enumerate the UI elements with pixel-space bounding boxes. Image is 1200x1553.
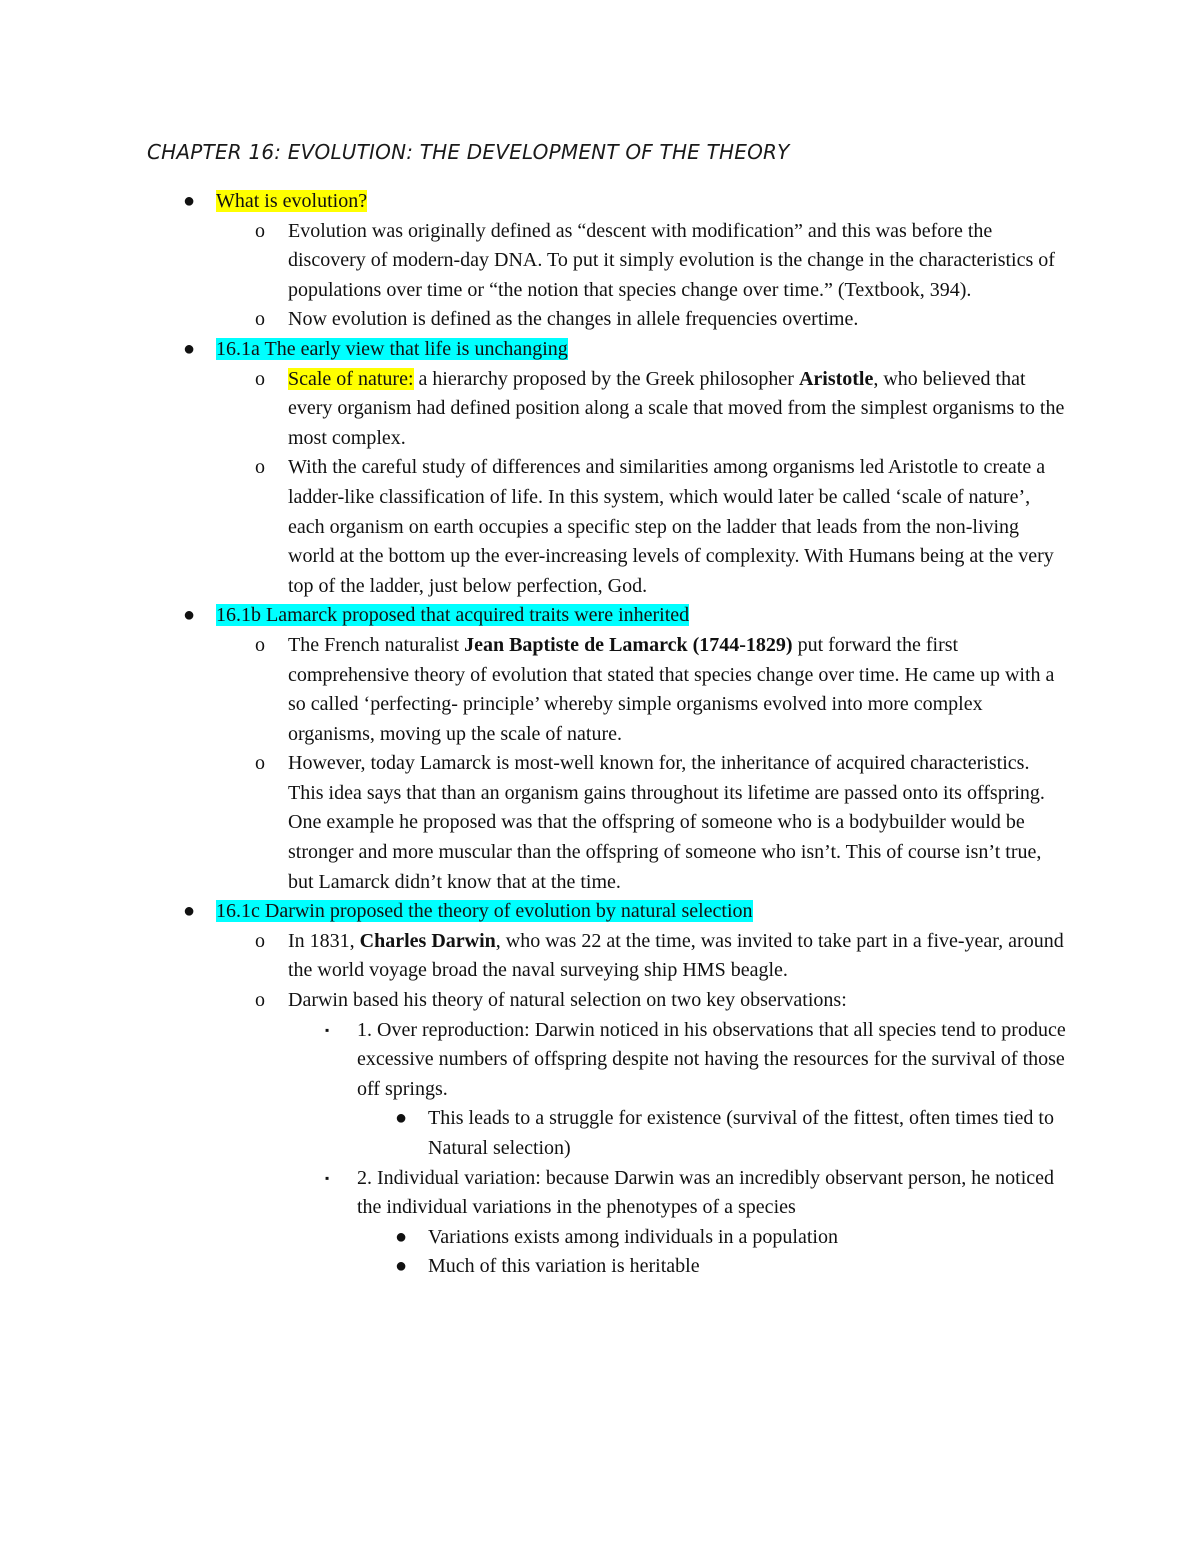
bullet-icon: ● <box>395 1225 408 1248</box>
item-text: a hierarchy proposed by the Greek philosopher <box>413 367 799 390</box>
notes-body <box>0 187 1200 1282</box>
sub-list-item <box>0 1016 1067 1105</box>
item-text: This leads to a struggle for existence (survival of the fittest, often times tied to Natural selection) <box>428 1107 1054 1159</box>
item-text: With the careful study of differences and similarities among organisms led Aristotle to create a ladder-like classification of life. In this system, which would later be called ‘scale of nature’, each organism on earth occupies a specific step on the ladder that leads from the non-living world at the bottom up the ever-increasing levels of complexity. With Humans being at the very top of the ladder, just below perfection, God. <box>288 456 1054 597</box>
bullet-icon: ● <box>395 1107 408 1130</box>
list-item <box>0 631 1068 749</box>
item-text: The French naturalist <box>288 633 465 656</box>
sub-sub-list-item <box>0 1252 1068 1282</box>
item-text: Now evolution is defined as the changes in allele frequencies overtime. <box>288 308 859 331</box>
circle-bullet-icon: o <box>255 456 265 479</box>
list-item <box>0 365 1068 454</box>
circle-bullet-icon: o <box>255 989 265 1012</box>
sub-sub-list-item <box>0 1104 1068 1163</box>
item-text: 1. Over reproduction: Darwin noticed in his observations that all species tend to produce excessive numbers of offspring despite not having the resources for the survival of those off springs. <box>357 1018 1066 1100</box>
list-item <box>0 749 1068 897</box>
term-highlight: Scale of nature: <box>288 367 414 390</box>
section-heading-16-1a <box>0 335 1066 365</box>
list-item <box>0 986 1068 1016</box>
square-bullet-icon: ▪ <box>325 1022 330 1037</box>
item-text: In 1831, <box>288 929 360 952</box>
list-item <box>0 453 1068 601</box>
item-text: Variations exists among individuals in a population <box>428 1225 838 1248</box>
circle-bullet-icon: o <box>255 367 265 390</box>
item-text: Darwin based his theory of natural selection on two key observations: <box>288 989 847 1012</box>
circle-bullet-icon: o <box>255 929 265 952</box>
circle-bullet-icon: o <box>255 308 265 331</box>
heading-text: 16.1a The early view that life is unchanging <box>216 337 568 360</box>
sub-list-item <box>0 1164 1067 1223</box>
list-item <box>0 217 1068 306</box>
circle-bullet-icon: o <box>255 633 265 656</box>
section-heading-16-1c <box>0 897 1066 927</box>
bold-name: Charles Darwin <box>359 929 496 952</box>
list-item <box>0 305 1068 335</box>
bold-name: Aristotle <box>798 367 874 390</box>
section-heading-16-1b <box>0 601 1066 631</box>
heading-text: 16.1c Darwin proposed the theory of evolution by natural selection <box>216 900 753 923</box>
item-text: Much of this variation is heritable <box>428 1255 700 1278</box>
bullet-icon: ● <box>183 900 196 923</box>
section-heading-what-is-evolution <box>0 187 1066 217</box>
heading-text: What is evolution? <box>216 190 368 212</box>
item-text: , who believed that every organism had defined position along a scale that moved from the simplest organisms to the most complex. <box>288 367 1065 449</box>
bullet-icon: ● <box>183 190 196 212</box>
circle-bullet-icon: o <box>255 219 265 242</box>
heading-text: 16.1b Lamarck proposed that acquired traits were inherited <box>216 604 690 627</box>
item-text: Evolution was originally defined as “descent with modification” and this was before the discovery of modern-day DNA. To put it simply evolution is the change in the characteristics of populations over time or “the notion that species change over time.” (Textbook, 394). <box>288 219 1055 301</box>
item-text: , who was 22 at the time, was invited to take part in a five-year, around the world voyage broad the naval surveying ship HMS beagle. <box>288 929 1064 982</box>
item-text: However, today Lamarck is most-well known for, the inheritance of acquired characteristics. This idea says that than an organism gains throughout its lifetime are passed onto its offspring. One example he proposed was that the offspring of someone who is a bodybuilder would be stronger and more muscular than the offspring of someone who isn’t. This of course isn’t true, but Lamarck didn’t know that at the time. <box>288 752 1045 893</box>
bold-name: Jean Baptiste de Lamarck (1744-1829) <box>464 633 793 656</box>
sub-sub-list-item <box>0 1223 1068 1253</box>
item-text: put forward the first comprehensive theory of evolution that stated that species change over time. He came up with a so called ‘perfecting- principle’ whereby simple organisms evolved into more complex organisms, moving up the scale of nature. <box>288 633 1055 745</box>
bullet-icon: ● <box>183 604 196 627</box>
list-item <box>0 927 1068 986</box>
bullet-icon: ● <box>183 337 196 360</box>
chapter-title: CHAPTER 16: EVOLUTION: THE DEVELOPMENT OF THE THEORY <box>147 140 790 164</box>
square-bullet-icon: ▪ <box>325 1170 330 1185</box>
bullet-icon: ● <box>395 1255 408 1278</box>
circle-bullet-icon: o <box>255 752 265 775</box>
item-text: 2. Individual variation: because Darwin was an incredibly observant person, he noticed the individual variations in the phenotypes of a species <box>357 1166 1055 1219</box>
